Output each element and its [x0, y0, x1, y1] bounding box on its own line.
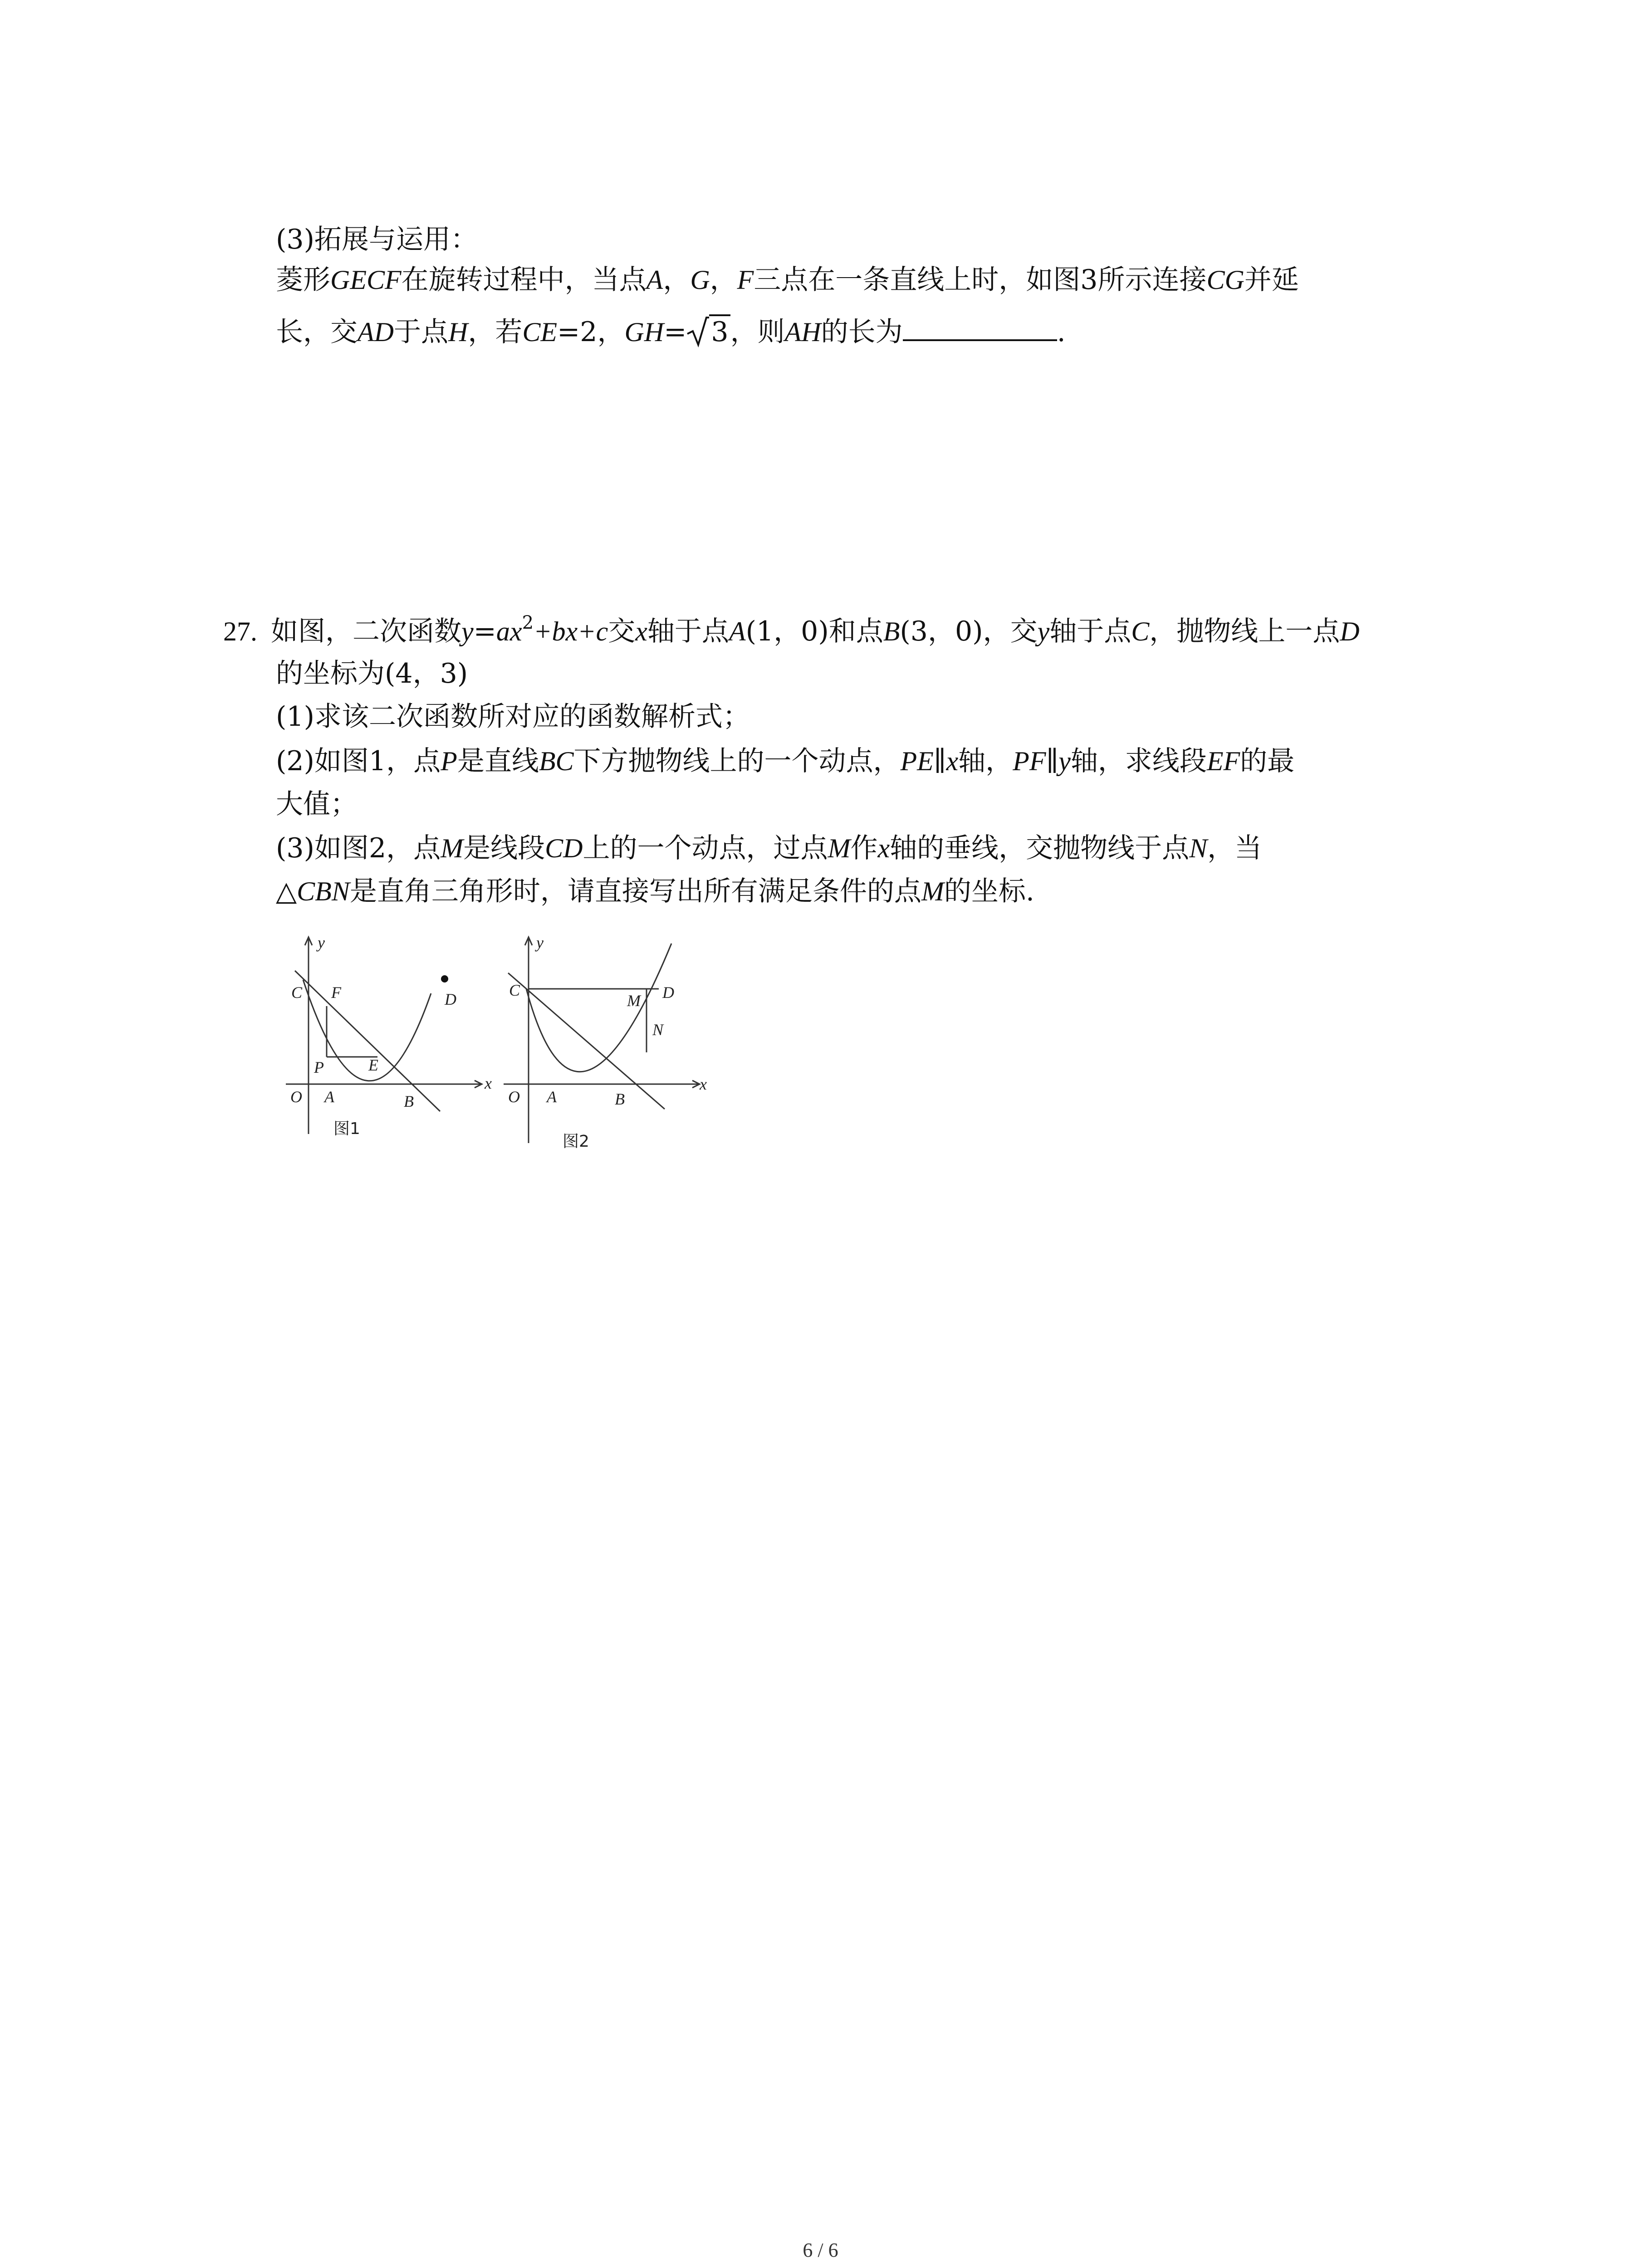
- var: +bx+c: [534, 616, 608, 646]
- var: y: [461, 616, 474, 646]
- text: 轴于点: [1049, 616, 1132, 647]
- label-y: y: [536, 934, 544, 952]
- text: 轴于点: [647, 616, 729, 647]
- text: 作: [850, 832, 878, 864]
- var-gh: GH: [624, 317, 664, 347]
- label-o: O: [290, 1088, 302, 1106]
- text: 三点在一条直线上时，如图3所示连接: [754, 264, 1207, 296]
- var: BC: [539, 746, 574, 776]
- exponent: 2: [522, 612, 534, 633]
- label-d: D: [445, 990, 456, 1008]
- text: ，当: [1207, 832, 1262, 864]
- var-ah: AH: [784, 317, 821, 347]
- text: 如图，二次函数: [271, 616, 461, 647]
- text: 是直线: [457, 745, 539, 777]
- var: A: [729, 616, 746, 646]
- line-bc: [295, 971, 440, 1111]
- q27-part3-line2: [276, 873, 1034, 909]
- text: 交: [608, 616, 636, 647]
- label-a: A: [324, 1088, 334, 1106]
- text: 的坐标.: [944, 875, 1034, 907]
- label-d: D: [662, 983, 674, 1002]
- text: 上的一个动点，过点: [583, 832, 828, 864]
- label-f: F: [331, 983, 341, 1002]
- var: M: [441, 833, 464, 863]
- var-gecf: GECF: [330, 265, 402, 295]
- var: C: [1131, 616, 1150, 646]
- text: .: [1057, 316, 1066, 348]
- text: 是直角三角形时，请直接写出所有满足条件的点: [349, 875, 921, 907]
- var: CBN: [297, 876, 350, 906]
- text: ∥: [1046, 745, 1059, 777]
- var-cg: CG: [1206, 265, 1244, 295]
- text: ，抛物线上一点: [1149, 616, 1340, 647]
- var-h: H: [448, 317, 468, 347]
- text: △: [276, 875, 297, 907]
- label-c: C: [291, 983, 303, 1002]
- label-a: A: [547, 1088, 557, 1106]
- var: x: [877, 833, 890, 863]
- text: 长，交: [276, 316, 358, 348]
- q27-line2: 的坐标为(4，3): [276, 658, 468, 689]
- text: =: [473, 616, 496, 647]
- var: PE: [900, 746, 934, 776]
- text: 轴的垂线，交抛物线于点: [890, 832, 1190, 864]
- text: =: [664, 316, 687, 348]
- var-a: A: [646, 265, 663, 295]
- text: ，: [663, 264, 691, 296]
- var: y: [1037, 616, 1050, 646]
- var: x: [946, 746, 959, 776]
- var: CD: [545, 833, 583, 863]
- q27-part1: (1)求该二次函数所对应的函数解析式；: [276, 701, 750, 733]
- text: 下方抛物线上的一个动点，: [573, 745, 901, 777]
- label-y: y: [318, 934, 325, 952]
- label-b: B: [615, 1090, 625, 1108]
- var: x: [635, 616, 647, 646]
- text: ∥: [933, 745, 946, 777]
- var: D: [1340, 616, 1360, 646]
- var: EF: [1206, 746, 1240, 776]
- label-c: C: [509, 981, 520, 999]
- part3-heading: (3)拓展与运用：: [276, 224, 478, 255]
- text: =2，: [557, 316, 625, 348]
- text: 在旋转过程中，当点: [401, 264, 647, 296]
- var: N: [1189, 833, 1208, 863]
- var: PF: [1013, 746, 1046, 776]
- part3-line1: [276, 262, 1299, 298]
- var: ax: [496, 616, 522, 646]
- line-bc: [508, 973, 665, 1109]
- q27-part2-line2: 大值；: [276, 788, 358, 820]
- var: y: [1058, 746, 1071, 776]
- sqrt-symbol: [686, 314, 730, 350]
- answer-blank: [903, 313, 1057, 341]
- q27-part3-line1: [276, 830, 1262, 866]
- q27-part2-line1: [276, 743, 1294, 779]
- q27-line1: [223, 613, 1360, 653]
- part3-line2: [276, 313, 1066, 350]
- var: M: [921, 876, 944, 906]
- point-d: [441, 975, 448, 982]
- text: (3，0)，交: [900, 616, 1038, 647]
- var: M: [828, 833, 851, 863]
- text: 菱形: [276, 264, 330, 296]
- text: ，若: [468, 316, 523, 348]
- text: 轴，: [958, 745, 1013, 777]
- label-x: x: [485, 1074, 492, 1092]
- text: 轴，求线段: [1070, 745, 1207, 777]
- text: 的最: [1240, 745, 1295, 777]
- sqrt-value: 3: [709, 314, 730, 348]
- label-p: P: [314, 1058, 324, 1076]
- text: 是线段: [463, 832, 545, 864]
- var-f: F: [737, 265, 754, 295]
- label-e: E: [368, 1056, 378, 1074]
- text: (3)如图2，点: [276, 832, 441, 864]
- page-number: 6 / 6: [803, 2239, 838, 2261]
- label-x: x: [700, 1075, 707, 1093]
- figure-1: [272, 930, 499, 1166]
- var: P: [441, 746, 457, 776]
- text: 于点: [393, 316, 448, 348]
- text: ，则: [730, 316, 785, 348]
- label-b: B: [404, 1092, 414, 1110]
- text: ，: [710, 264, 737, 296]
- text: 并延: [1244, 264, 1299, 296]
- question-number: 27.: [223, 616, 257, 646]
- var-g: G: [690, 265, 710, 295]
- figure-caption: 图2: [563, 1132, 589, 1151]
- text: (1，0)和点: [745, 616, 883, 647]
- figure-2: [495, 930, 712, 1166]
- var-ad: AD: [358, 317, 394, 347]
- var: B: [883, 616, 900, 646]
- text: 的长为: [821, 316, 903, 348]
- var-ce: CE: [522, 317, 557, 347]
- label-n: N: [652, 1021, 664, 1039]
- figure-caption: 图1: [333, 1119, 360, 1138]
- label-o: O: [508, 1088, 520, 1106]
- text: (2)如图1，点: [276, 745, 441, 777]
- label-m: M: [627, 992, 641, 1010]
